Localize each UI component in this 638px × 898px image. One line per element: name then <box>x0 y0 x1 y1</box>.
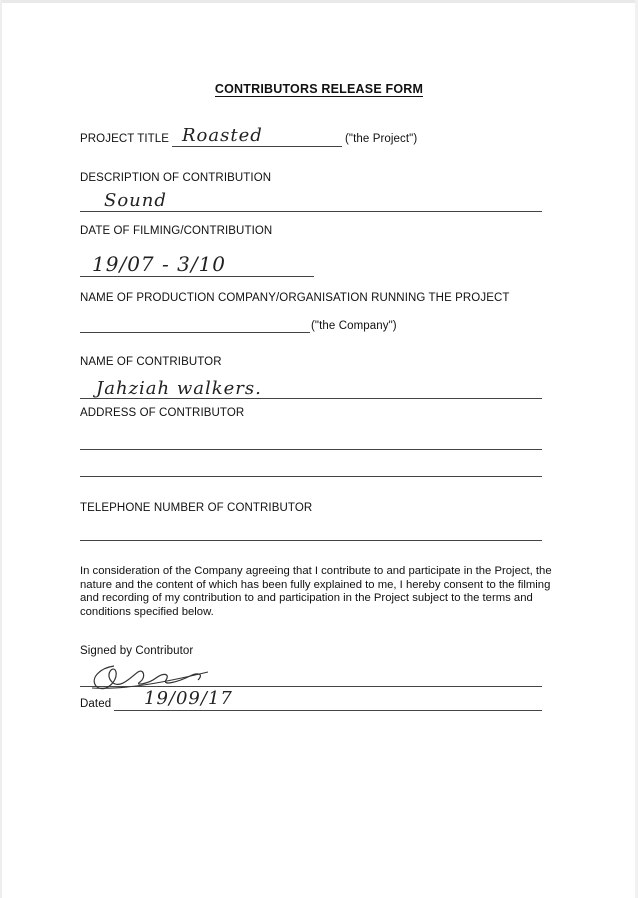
project-title-value[interactable]: Roasted <box>182 125 263 146</box>
description-label: DESCRIPTION OF CONTRIBUTION <box>80 172 272 184</box>
company-label: NAME OF PRODUCTION COMPANY/ORGANISATION RUNNING THE PROJECT <box>80 292 510 304</box>
dated-line <box>114 710 542 711</box>
date-line <box>80 276 314 277</box>
scan-edge <box>0 0 638 3</box>
address-label: ADDRESS OF CONTRIBUTOR <box>80 407 245 419</box>
telephone-label: TELEPHONE NUMBER OF CONTRIBUTOR <box>80 502 313 514</box>
description-line <box>80 211 542 212</box>
contributor-label: NAME OF CONTRIBUTOR <box>80 356 222 368</box>
consent-paragraph: In consideration of the Company agreeing that I contribute to and participate in the Project, the nature and the content of which has been fully explained to me, I hereby consent to the filming and recording of my contribution to and participation in the Project subject to the terms and conditions specified below. <box>80 565 552 618</box>
scan-edge <box>0 0 2 898</box>
project-title-line <box>172 146 342 147</box>
signed-label: Signed by Contributor <box>80 645 194 657</box>
form-title: CONTRIBUTORS RELEASE FORM <box>214 82 424 96</box>
dated-value[interactable]: 19/09/17 <box>144 688 233 709</box>
contributor-value[interactable]: Jahziah walkers. <box>96 378 262 399</box>
telephone-line[interactable] <box>80 540 542 541</box>
project-title-label: PROJECT TITLE <box>80 133 170 145</box>
company-line <box>80 332 310 333</box>
address-line-1[interactable] <box>80 449 542 450</box>
company-suffix: ("the Company") <box>311 320 397 332</box>
date-label: DATE OF FILMING/CONTRIBUTION <box>80 225 273 237</box>
project-suffix: ("the Project") <box>345 133 418 145</box>
date-value[interactable]: 19/07 - 3/10 <box>92 252 227 276</box>
dated-label: Dated <box>80 698 112 710</box>
description-value[interactable]: Sound <box>104 190 167 211</box>
address-line-2[interactable] <box>80 476 542 477</box>
